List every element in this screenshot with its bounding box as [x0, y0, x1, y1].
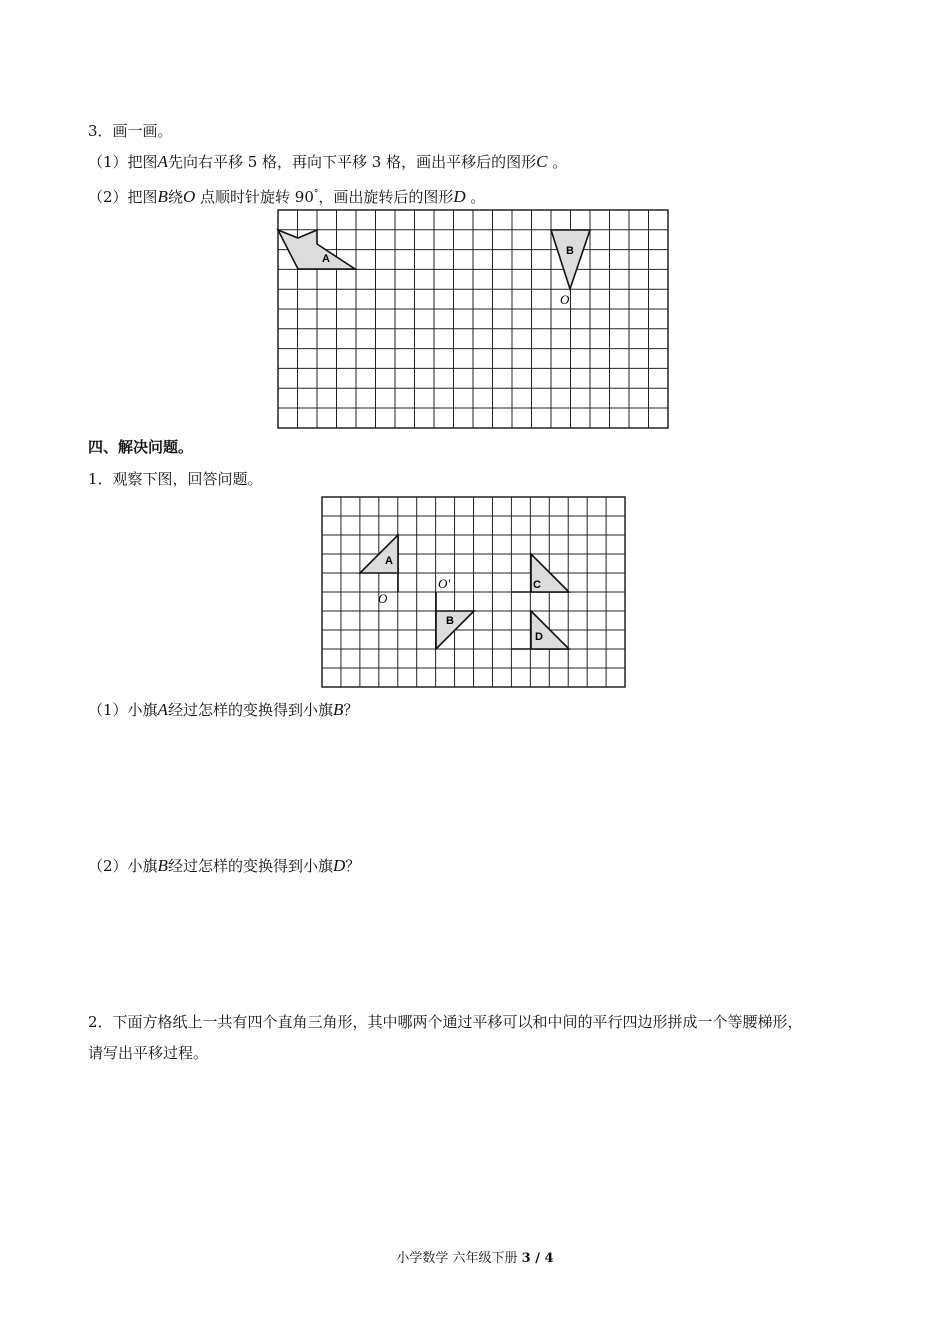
section-4-heading: 四、解决问题。	[88, 438, 194, 456]
page-number: 3	[521, 1251, 531, 1266]
problem-1-sub-2: （2）小旗B经过怎样的变换得到小旗D？	[88, 856, 361, 875]
label-a: A	[385, 555, 393, 567]
label-o: O	[560, 292, 570, 307]
label-o: O	[378, 591, 388, 606]
grid-lines	[322, 497, 625, 687]
question-3-1: （1）把图A先向右平移 5 格，再向下平移 3 格，画出平移后的图形C 。	[88, 152, 568, 171]
problem-1-sub-1: （1）小旗A经过怎样的变换得到小旗B？	[88, 700, 359, 719]
grid-figure-2	[322, 497, 627, 689]
page-footer: 小学数学 六年级下册 3 / 4	[396, 1251, 554, 1266]
page-total: 4	[544, 1251, 554, 1266]
label-c: C	[533, 579, 541, 591]
problem-2-line-1: 2．下面方格纸上一共有四个直角三角形，其中哪两个通过平移可以和中间的平行四边形拼成一个等腰梯形，	[88, 1013, 803, 1031]
problem-1-heading: 1．观察下图，回答问题。	[88, 470, 263, 488]
shape-b	[551, 230, 590, 289]
label-o-prime: O′	[438, 576, 451, 591]
grid-figure-1	[278, 210, 670, 430]
question-3-2: （2）把图B绕O 点顺时针旋转 90°，画出旋转后的图形D 。	[88, 187, 486, 206]
problem-2-line-2: 请写出平移过程。	[88, 1044, 209, 1062]
label-d: D	[535, 631, 543, 643]
label-b: B	[566, 245, 574, 257]
question-3-heading: 3．画一画。	[88, 122, 173, 140]
label-b: B	[446, 615, 454, 627]
grid-lines	[278, 210, 668, 428]
label-a: A	[322, 253, 330, 265]
